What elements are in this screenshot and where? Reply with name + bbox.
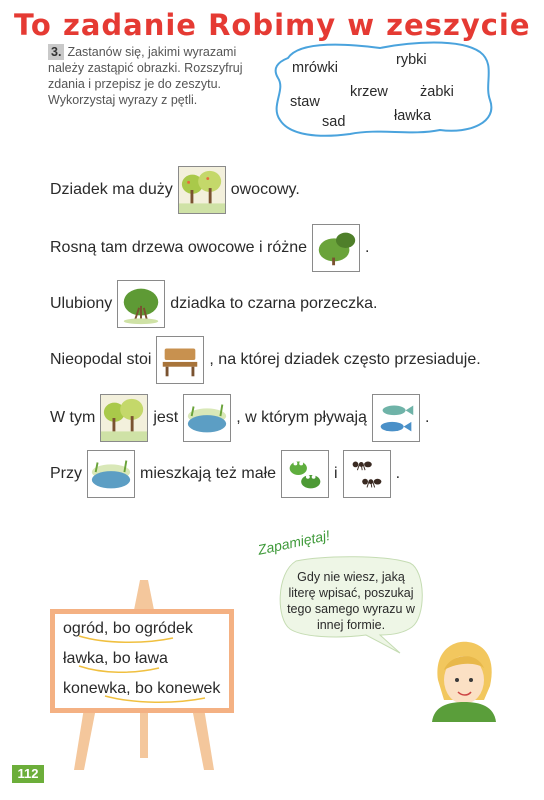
example-board (50, 609, 234, 713)
fish-icon (372, 394, 420, 442)
remember-text: Gdy nie wiesz, jaką literę wpisać, poszukaj tego samego wyrazu w innej formie. (287, 570, 415, 632)
loop-word: krzew (350, 84, 388, 100)
sentence-text: W tym (50, 409, 96, 426)
loop-word: mrówki (292, 60, 338, 76)
sentence-text: mieszkają też małe (140, 465, 277, 482)
page-banner: To zadanie Robimy w zeszycie (14, 8, 531, 42)
task-number: 3. (48, 44, 64, 60)
sentence-4 (50, 336, 481, 384)
loop-word: staw (290, 94, 320, 110)
frogs-icon (281, 450, 329, 498)
remember-bubble (276, 555, 426, 643)
sentence-text: Rosną tam drzewa owocowe i różne (50, 239, 308, 256)
page-number: 112 (12, 765, 44, 783)
pond-icon (183, 394, 231, 442)
sentence-text: . (395, 465, 401, 482)
sentence-text: jest (153, 409, 179, 426)
loop-word: rybki (396, 52, 427, 68)
girl-illustration (424, 640, 504, 722)
board-line: konewka, bo konewek (63, 680, 221, 697)
board-line: ławka, bo ława (63, 650, 168, 667)
sentence-text: , na której dziadek często przesiaduje. (209, 351, 481, 368)
sentence-text: Przy (50, 465, 82, 482)
sentence-text: Dziadek ma duży (50, 181, 173, 198)
word-loop (270, 38, 496, 138)
sentence-text: owocowy. (230, 181, 300, 198)
sentence-text: , w którym pływają (236, 409, 367, 426)
loop-word: sad (322, 114, 346, 130)
loop-word: żabki (420, 84, 454, 100)
sentence-3 (50, 280, 377, 328)
remember-title: Zapamiętaj! (256, 526, 332, 558)
loop-word: ławka (394, 108, 432, 124)
bench-icon (156, 336, 204, 384)
sentence-2 (50, 224, 369, 272)
sentence-text: . (365, 239, 370, 256)
orchard-icon (178, 166, 226, 214)
board-line: ogród, bo ogródek (63, 620, 193, 637)
bush-icon (312, 224, 360, 272)
ants-icon (343, 450, 391, 498)
orchard-icon (100, 394, 148, 442)
sentence-text: Nieopodal stoi (50, 351, 152, 368)
sentence-text: . (424, 409, 430, 426)
sentence-text: i (334, 465, 338, 482)
task-instruction (48, 44, 263, 108)
bush-icon (117, 280, 165, 328)
task-text: Zastanów się, jakimi wyrazami należy zastąpić obrazki. Rozszyfruj zdania i przepisz je do zeszytu. Wykorzystaj wyrazy z pętli. (48, 45, 243, 107)
sentence-5 (50, 394, 429, 442)
sentence-text: dziadka to czarna porzeczka. (170, 295, 378, 312)
pond-icon (87, 450, 135, 498)
sentence-6 (50, 450, 400, 498)
sentence-1 (50, 166, 300, 214)
sentence-text: Ulubiony (50, 295, 113, 312)
